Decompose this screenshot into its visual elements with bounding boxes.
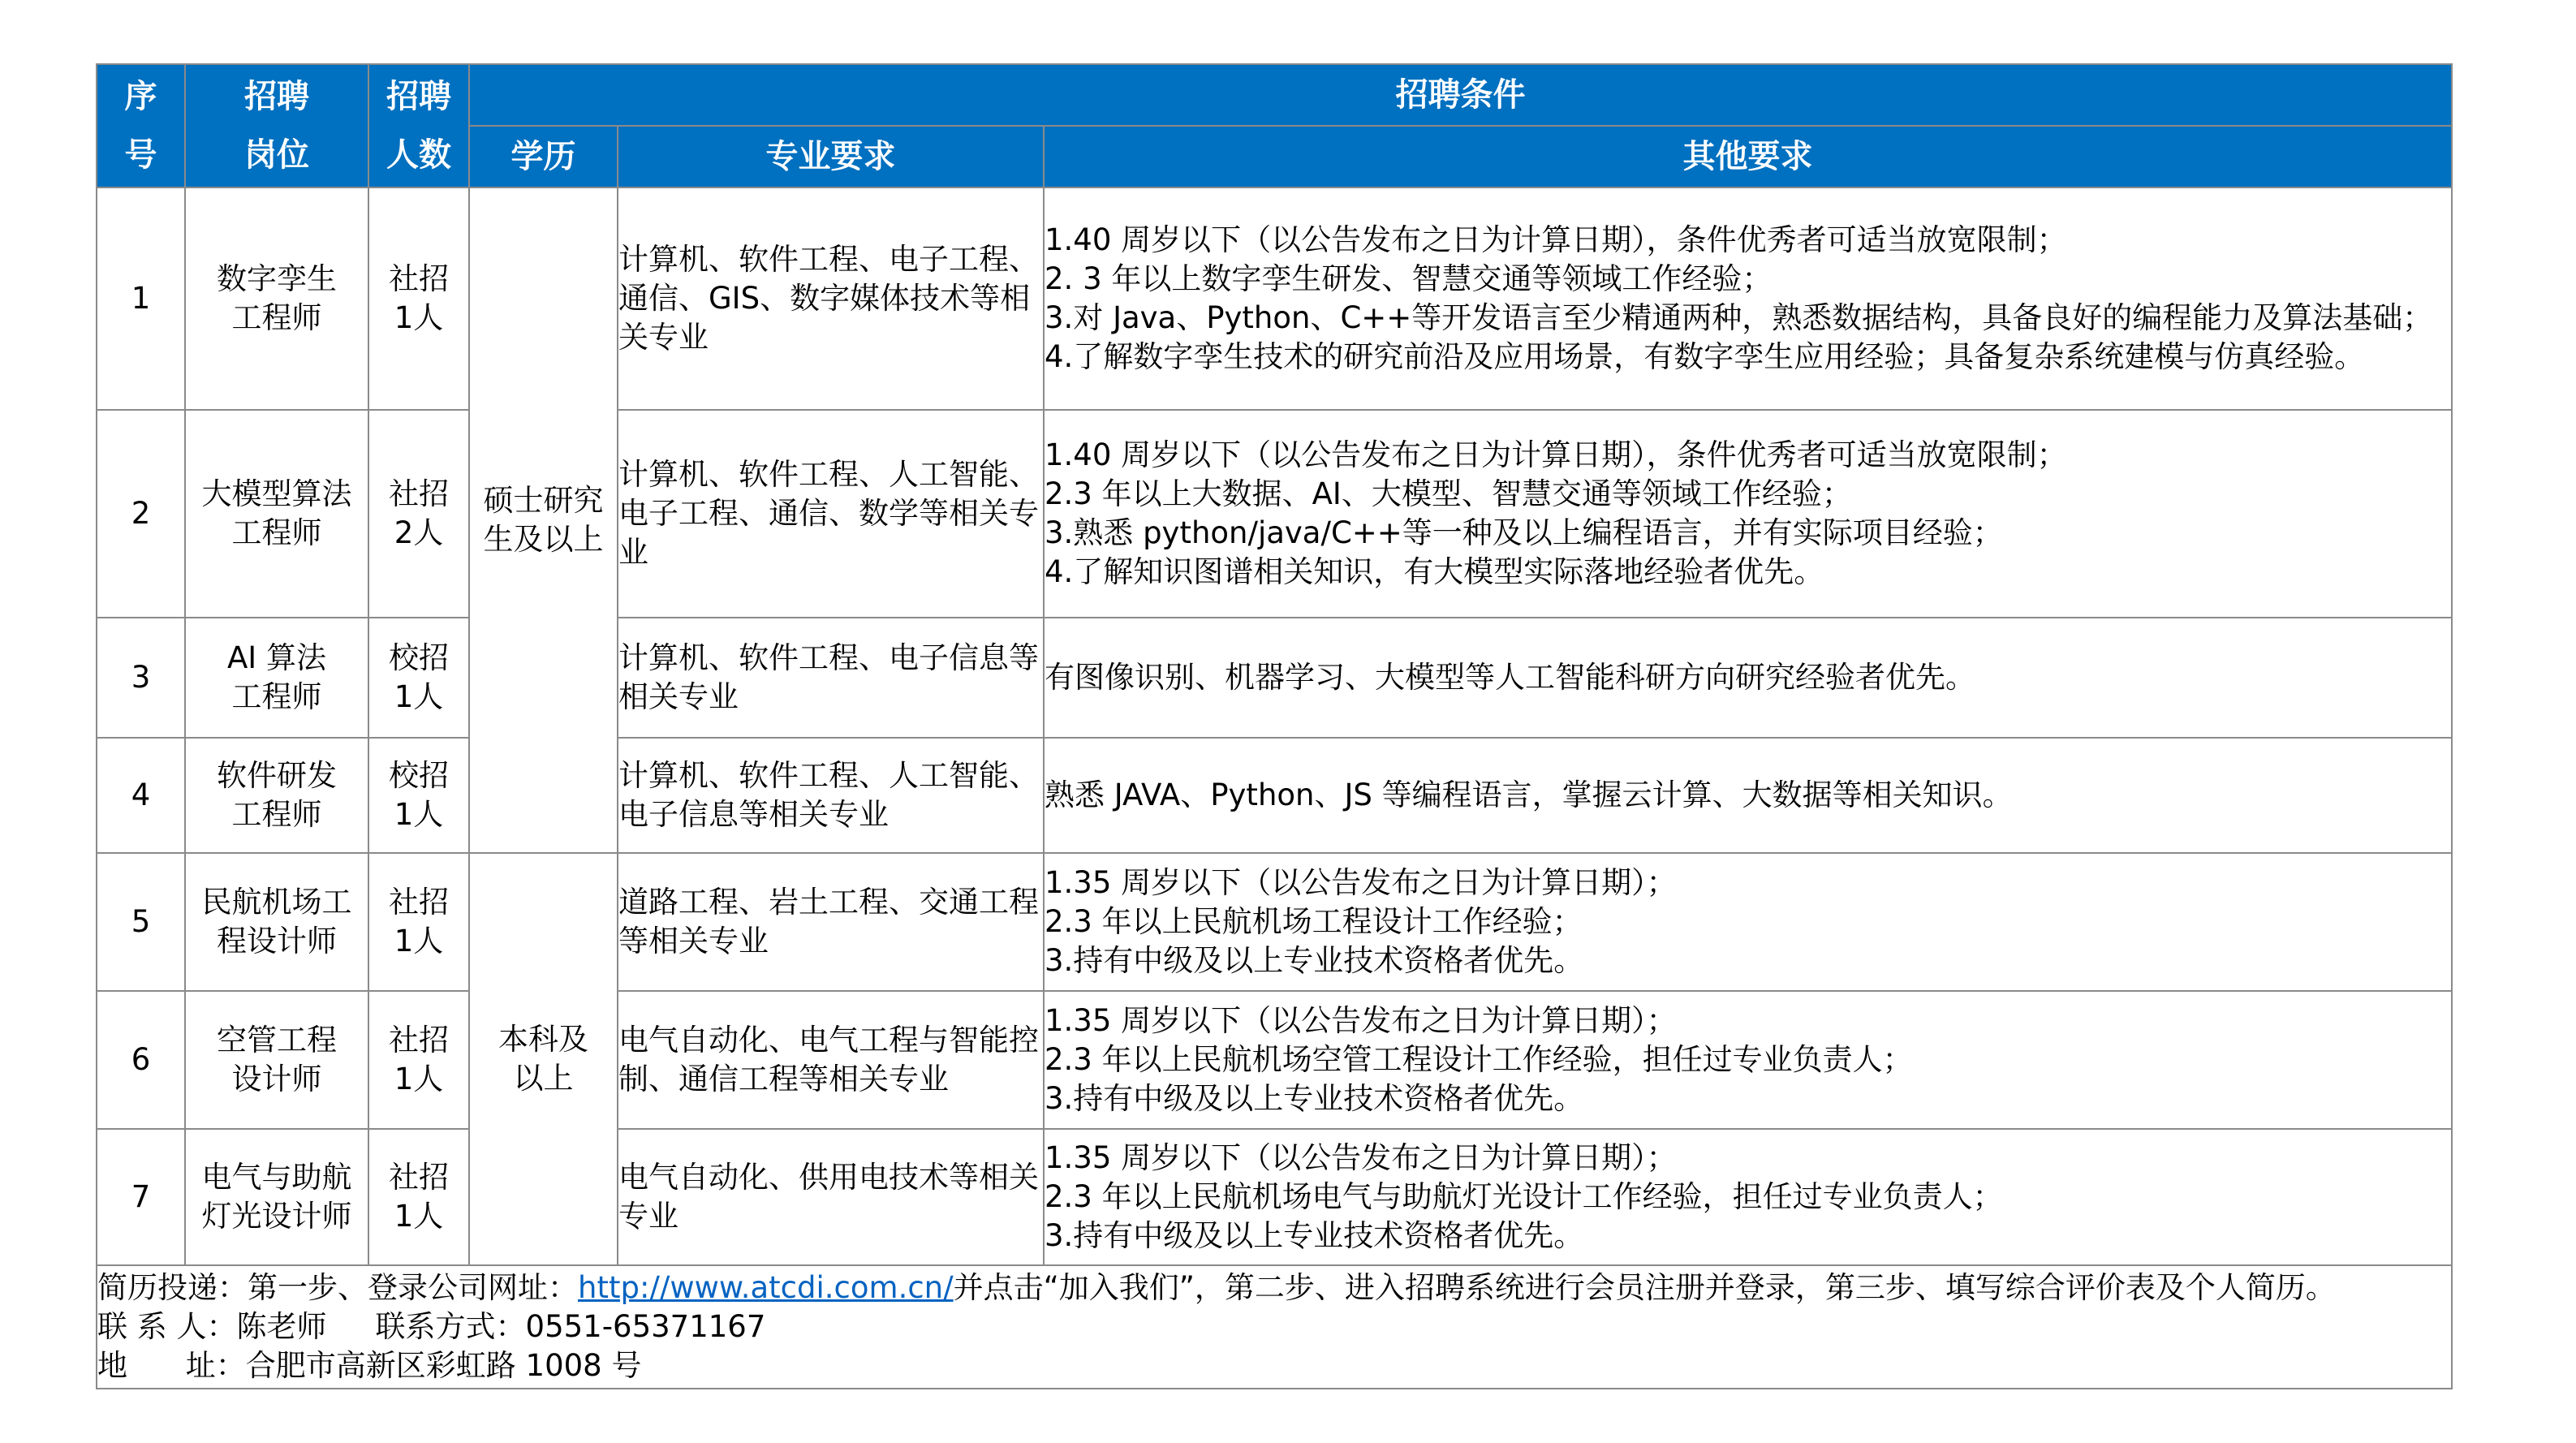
row-no: 5 xyxy=(97,853,185,991)
table-row xyxy=(97,991,2452,1129)
row-other xyxy=(1044,738,2452,853)
requirement-line: 1.35 周岁以下（以公告发布之日为计算日期）； xyxy=(1045,1140,1677,1175)
requirement-line: 1.35 周岁以下（以公告发布之日为计算日期）； xyxy=(1045,865,1677,900)
contact-method-label: 联系方式： xyxy=(375,1309,526,1344)
header-count: 招聘 人数 xyxy=(368,64,469,187)
address-value: 合肥市高新区彩虹路 1008 号 xyxy=(245,1348,642,1383)
requirement-line: 3.持有中级及以上专业技术资格者优先。 xyxy=(1045,943,1584,978)
requirement-line: 2. 3 年以上数字孪生研发、智慧交通等领域工作经验； xyxy=(1045,261,1773,296)
contact-phone: 0551-65371167 xyxy=(525,1309,766,1344)
row-other xyxy=(1044,618,2452,738)
resume-prefix: 简历投递：第一步、登录公司网址： xyxy=(97,1270,578,1305)
row-position: 电气与助航灯光设计师 xyxy=(185,1129,368,1265)
requirement-line: 1.40 周岁以下（以公告发布之日为计算日期），条件优秀者可适当放宽限制； xyxy=(1045,222,2067,257)
row-position: 民航机场工程设计师 xyxy=(185,853,368,991)
contact-name: 陈老师 xyxy=(236,1309,327,1344)
header-position: 招聘 岗位 xyxy=(185,64,368,187)
row-other xyxy=(1044,1129,2452,1265)
table-row xyxy=(97,618,2452,738)
row-other xyxy=(1044,187,2452,410)
header-other: 其他要求 xyxy=(1044,126,2452,187)
row-major: 电气自动化、电气工程与智能控制、通信工程等相关专业 xyxy=(618,991,1044,1129)
row-no: 7 xyxy=(97,1129,185,1265)
header-seq: 序 号 xyxy=(97,64,185,187)
table-row xyxy=(97,187,2452,410)
education-bachelor: 本科及以上 xyxy=(469,853,618,1265)
requirement-line: 4.了解数字孪生技术的研究前沿及应用场景，有数字孪生应用经验；具备复杂系统建模与仿真经验。 xyxy=(1045,339,2365,374)
table-row xyxy=(97,738,2452,853)
row-major: 计算机、软件工程、人工智能、电子信息等相关专业 xyxy=(618,738,1044,853)
recruitment-table xyxy=(96,63,2453,1389)
footer-info xyxy=(97,1265,2452,1389)
requirement-line: 2.3 年以上大数据、AI、大模型、智慧交通等领域工作经验； xyxy=(1045,476,1852,511)
row-count: 社招1人 xyxy=(368,853,469,991)
requirement-line: 3.对 Java、Python、C++等开发语言至少精通两种，熟悉数据结构，具备良好的编程能力及算法基础； xyxy=(1045,300,2433,335)
row-count: 社招1人 xyxy=(368,187,469,410)
requirement-line: 有图像识别、机器学习、大模型等人工智能科研方向研究经验者优先。 xyxy=(1045,660,1975,695)
address-label: 地 址： xyxy=(97,1348,246,1383)
row-position: 软件研发工程师 xyxy=(185,738,368,853)
education-master: 硕士研究生及以上 xyxy=(469,187,618,853)
requirement-line: 3.熟悉 python/java/C++等一种及以上编程语言，并有实际项目经验； xyxy=(1045,515,2003,550)
row-position: 数字孪生工程师 xyxy=(185,187,368,410)
row-count: 校招1人 xyxy=(368,618,469,738)
requirement-line: 3.持有中级及以上专业技术资格者优先。 xyxy=(1045,1081,1584,1116)
contact-label: 联 系 人： xyxy=(97,1309,237,1344)
resume-submission-line xyxy=(97,1269,2451,1307)
row-no: 2 xyxy=(97,410,185,618)
requirement-line: 2.3 年以上民航机场工程设计工作经验； xyxy=(1045,904,1583,939)
table-row xyxy=(97,1129,2452,1265)
row-position: 大模型算法工程师 xyxy=(185,410,368,618)
row-major: 电气自动化、供用电技术等相关专业 xyxy=(618,1129,1044,1265)
header-major: 专业要求 xyxy=(618,126,1044,187)
row-position: AI 算法工程师 xyxy=(185,618,368,738)
company-website-link[interactable]: http://www.atcdi.com.cn/ xyxy=(578,1270,954,1305)
row-other xyxy=(1044,853,2452,991)
row-major: 计算机、软件工程、电子信息等相关专业 xyxy=(618,618,1044,738)
requirement-line: 2.3 年以上民航机场空管工程设计工作经验，担任过专业负责人； xyxy=(1045,1042,1913,1077)
table-row xyxy=(97,410,2452,618)
row-other xyxy=(1044,410,2452,618)
header-education: 学历 xyxy=(469,126,618,187)
requirement-line: 3.持有中级及以上专业技术资格者优先。 xyxy=(1045,1218,1584,1253)
requirement-line: 1.35 周岁以下（以公告发布之日为计算日期）； xyxy=(1045,1003,1677,1038)
row-count: 社招1人 xyxy=(368,991,469,1129)
header-conditions: 招聘条件 xyxy=(469,64,2452,126)
row-major: 计算机、软件工程、电子工程、通信、GIS、数字媒体技术等相关专业 xyxy=(618,187,1044,410)
requirement-line: 4.了解知识图谱相关知识，有大模型实际落地经验者优先。 xyxy=(1045,554,1824,589)
resume-suffix: 并点击“加入我们”，第二步、进入招聘系统进行会员注册并登录，第三步、填写综合评价表及个人简历。 xyxy=(953,1270,2336,1305)
row-no: 3 xyxy=(97,618,185,738)
row-count: 校招1人 xyxy=(368,738,469,853)
row-major: 计算机、软件工程、人工智能、电子工程、通信、数学等相关专业 xyxy=(618,410,1044,618)
requirement-line: 2.3 年以上民航机场电气与助航灯光设计工作经验，担任过专业负责人； xyxy=(1045,1179,2003,1214)
row-count: 社招1人 xyxy=(368,1129,469,1265)
row-other xyxy=(1044,991,2452,1129)
requirement-line: 1.40 周岁以下（以公告发布之日为计算日期），条件优秀者可适当放宽限制； xyxy=(1045,437,2067,472)
row-position: 空管工程设计师 xyxy=(185,991,368,1129)
address-line xyxy=(97,1346,2451,1385)
row-no: 6 xyxy=(97,991,185,1129)
row-no: 4 xyxy=(97,738,185,853)
row-major: 道路工程、岩土工程、交通工程等相关专业 xyxy=(618,853,1044,991)
contact-line xyxy=(97,1307,2451,1346)
table-row xyxy=(97,853,2452,991)
row-no: 1 xyxy=(97,187,185,410)
row-count: 社招2人 xyxy=(368,410,469,618)
table-footer xyxy=(97,1265,2452,1389)
requirement-line: 熟悉 JAVA、Python、JS 等编程语言，掌握云计算、大数据等相关知识。 xyxy=(1045,777,2013,812)
